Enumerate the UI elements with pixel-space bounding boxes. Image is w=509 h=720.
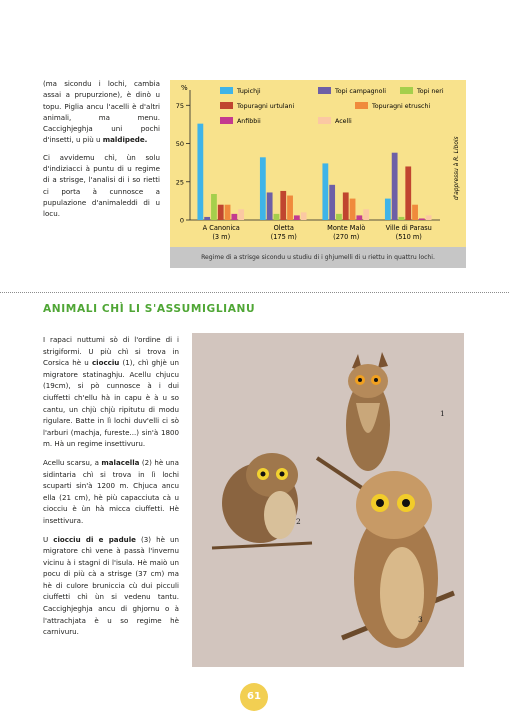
bar-1-2 <box>274 214 280 220</box>
y-tick-label-50: 50 <box>175 140 184 149</box>
x-category-label-0: A Canonica <box>202 224 240 232</box>
x-category-sub-2: (270 m) <box>333 233 360 241</box>
legend-label-5: Anfibbii <box>237 118 261 125</box>
body-p3-a: U <box>43 534 54 544</box>
bar-1-1 <box>267 192 273 220</box>
bar-0-0 <box>197 124 203 220</box>
section-title: ANIMALI CHÌ LI S'ASSUMIGLIANU <box>43 303 256 315</box>
y-tick-label-75: 75 <box>175 101 184 110</box>
bar-0-3 <box>218 205 224 220</box>
intro-text <box>43 78 160 226</box>
legend-swatch-5 <box>220 117 233 124</box>
legend-swatch-0 <box>220 87 233 94</box>
body-paragraph-1 <box>43 334 179 450</box>
intro-paragraph-1 <box>43 78 160 146</box>
legend-label-6: Acelli <box>335 118 352 125</box>
x-category-label-2: Monte Malò <box>327 224 366 232</box>
body-text <box>43 334 179 645</box>
owl-illustration-plate <box>192 333 464 667</box>
legend-label-3: Topuragni urtulani <box>237 103 295 110</box>
bar-2-6 <box>363 209 369 220</box>
chart-source: d'appressu à R. Libois <box>454 136 460 200</box>
legend-label-4: Topuragni etruschi <box>372 103 431 110</box>
legend-swatch-6 <box>318 117 331 124</box>
chart-panel <box>170 80 466 268</box>
bar-1-5 <box>294 215 300 220</box>
section-divider <box>0 292 509 293</box>
intro-p1-bold: maldipede. <box>102 135 148 145</box>
legend-swatch-3 <box>220 102 233 109</box>
page-number: 61 <box>240 683 268 711</box>
body-p1-a: I rapaci nuttumi sò di l'ordine di i strigiformi. U più chì si trova in Corsica hè u <box>43 335 179 368</box>
bar-0-4 <box>225 205 231 220</box>
owl-drawings <box>192 333 464 667</box>
bar-2-5 <box>356 215 362 220</box>
bar-1-6 <box>301 212 307 220</box>
legend-swatch-2 <box>400 87 413 94</box>
x-category-sub-0: (3 m) <box>212 233 231 241</box>
bar-2-2 <box>336 214 342 220</box>
x-category-label-1: Oletta <box>273 224 294 232</box>
legend-swatch-4 <box>355 102 368 109</box>
bar-1-4 <box>287 196 293 220</box>
body-p1-bold: ciocciu <box>91 358 120 368</box>
body-p2-bold: malacella <box>101 457 140 467</box>
bar-0-6 <box>238 209 244 220</box>
intro-paragraph-2: Ci avvidemu chì, ùn solu d'indiziacci à puntu di u regime di a strisge, l'analisi di i so rietti ci porta à cunnosce a pupulazione d'animaleddi di u locu. <box>43 152 160 219</box>
body-p2-c: (2) hè una sidintaria chì si trova in lì lochi scuparti sin'à 1200 m. Chjuca ancu ella (21 cm), hè più capacciuta cà u ciocciu è ùn hà micca ciuffetti. Hè insettivura. <box>43 457 179 525</box>
body-p3-c: (3) hè un migratore chì vene à passà l'invernu vicinu à i stagni di l'isula. Hè maiò un pocu di più cà a strisge (37 cm) ma hè di culore bruniccia cù dui picculi ciuffetti chì ùn si vedenu tantu. Caccighjeghja ancu di ghjornu o à l'attrachjata è u so regime hè carnivuru. <box>43 534 179 637</box>
bar-0-5 <box>231 214 237 220</box>
bar-1-3 <box>280 191 286 220</box>
x-category-sub-1: (175 m) <box>270 233 297 241</box>
body-p1-c: (1), chì ghjè un migratore statinaghju. Acellu chjucu (19cm), si pò cunnosce à i dui ciuffetti ch'ellu hà in capu è à u so cantu, un chjù chjù ripitutu di modu rigulare. Batte in lì lochi duv'elli ci sò l'arburi (machja, fureste...) sin'à 1800 m. Hà un regime insettivuru. <box>43 358 179 449</box>
bar-0-2 <box>211 194 217 220</box>
bar-3-5 <box>419 218 425 220</box>
y-axis-label: % <box>181 84 188 92</box>
body-paragraph-3 <box>43 534 179 638</box>
y-tick-label-25: 25 <box>175 178 184 187</box>
intro-p1-text: (ma sicondu i lochi, cambia assai a prupurzione), è dinò u topu. Piglia ancu l'acelli è d'altri animali, ma menu. Caccighjeghja uni pochi d'insetti, u più u <box>43 79 160 145</box>
bar-3-4 <box>412 205 418 220</box>
bar-3-2 <box>399 217 405 220</box>
y-tick-label-0: 0 <box>179 216 184 225</box>
body-p2-a: Acellu scarsu, a <box>43 457 102 467</box>
bar-2-3 <box>343 192 349 220</box>
legend-label-0: Tupichji <box>237 88 261 95</box>
chart-caption: Regime di a strisge sicondu u studiu di i ghjumelli di u riettu in quattru lochi. <box>170 247 466 268</box>
bar-2-1 <box>329 185 335 220</box>
bar-1-0 <box>260 157 266 220</box>
x-category-sub-3: (510 m) <box>395 233 422 241</box>
bar-2-0 <box>322 163 328 220</box>
bar-2-4 <box>350 199 356 220</box>
owl-label-1: 1 <box>440 409 445 418</box>
body-paragraph-2 <box>43 457 179 527</box>
bar-3-6 <box>426 215 432 220</box>
owl-label-3: 3 <box>418 615 423 624</box>
owl-3-illustration <box>342 471 454 648</box>
bar-3-3 <box>405 166 411 220</box>
bar-0-1 <box>204 217 210 220</box>
x-category-label-3: Ville di Parasu <box>385 224 432 232</box>
legend-swatch-1 <box>318 87 331 94</box>
owl-2-illustration <box>212 453 312 548</box>
bar-3-0 <box>385 199 391 220</box>
bar-chart <box>170 80 466 268</box>
legend-label-2: Topi neri <box>417 88 444 95</box>
owl-label-2: 2 <box>296 517 301 526</box>
bar-3-1 <box>392 153 398 220</box>
legend-label-1: Topi campagnoli <box>335 88 387 95</box>
body-p3-bold: ciocciu di e padule <box>53 534 136 544</box>
